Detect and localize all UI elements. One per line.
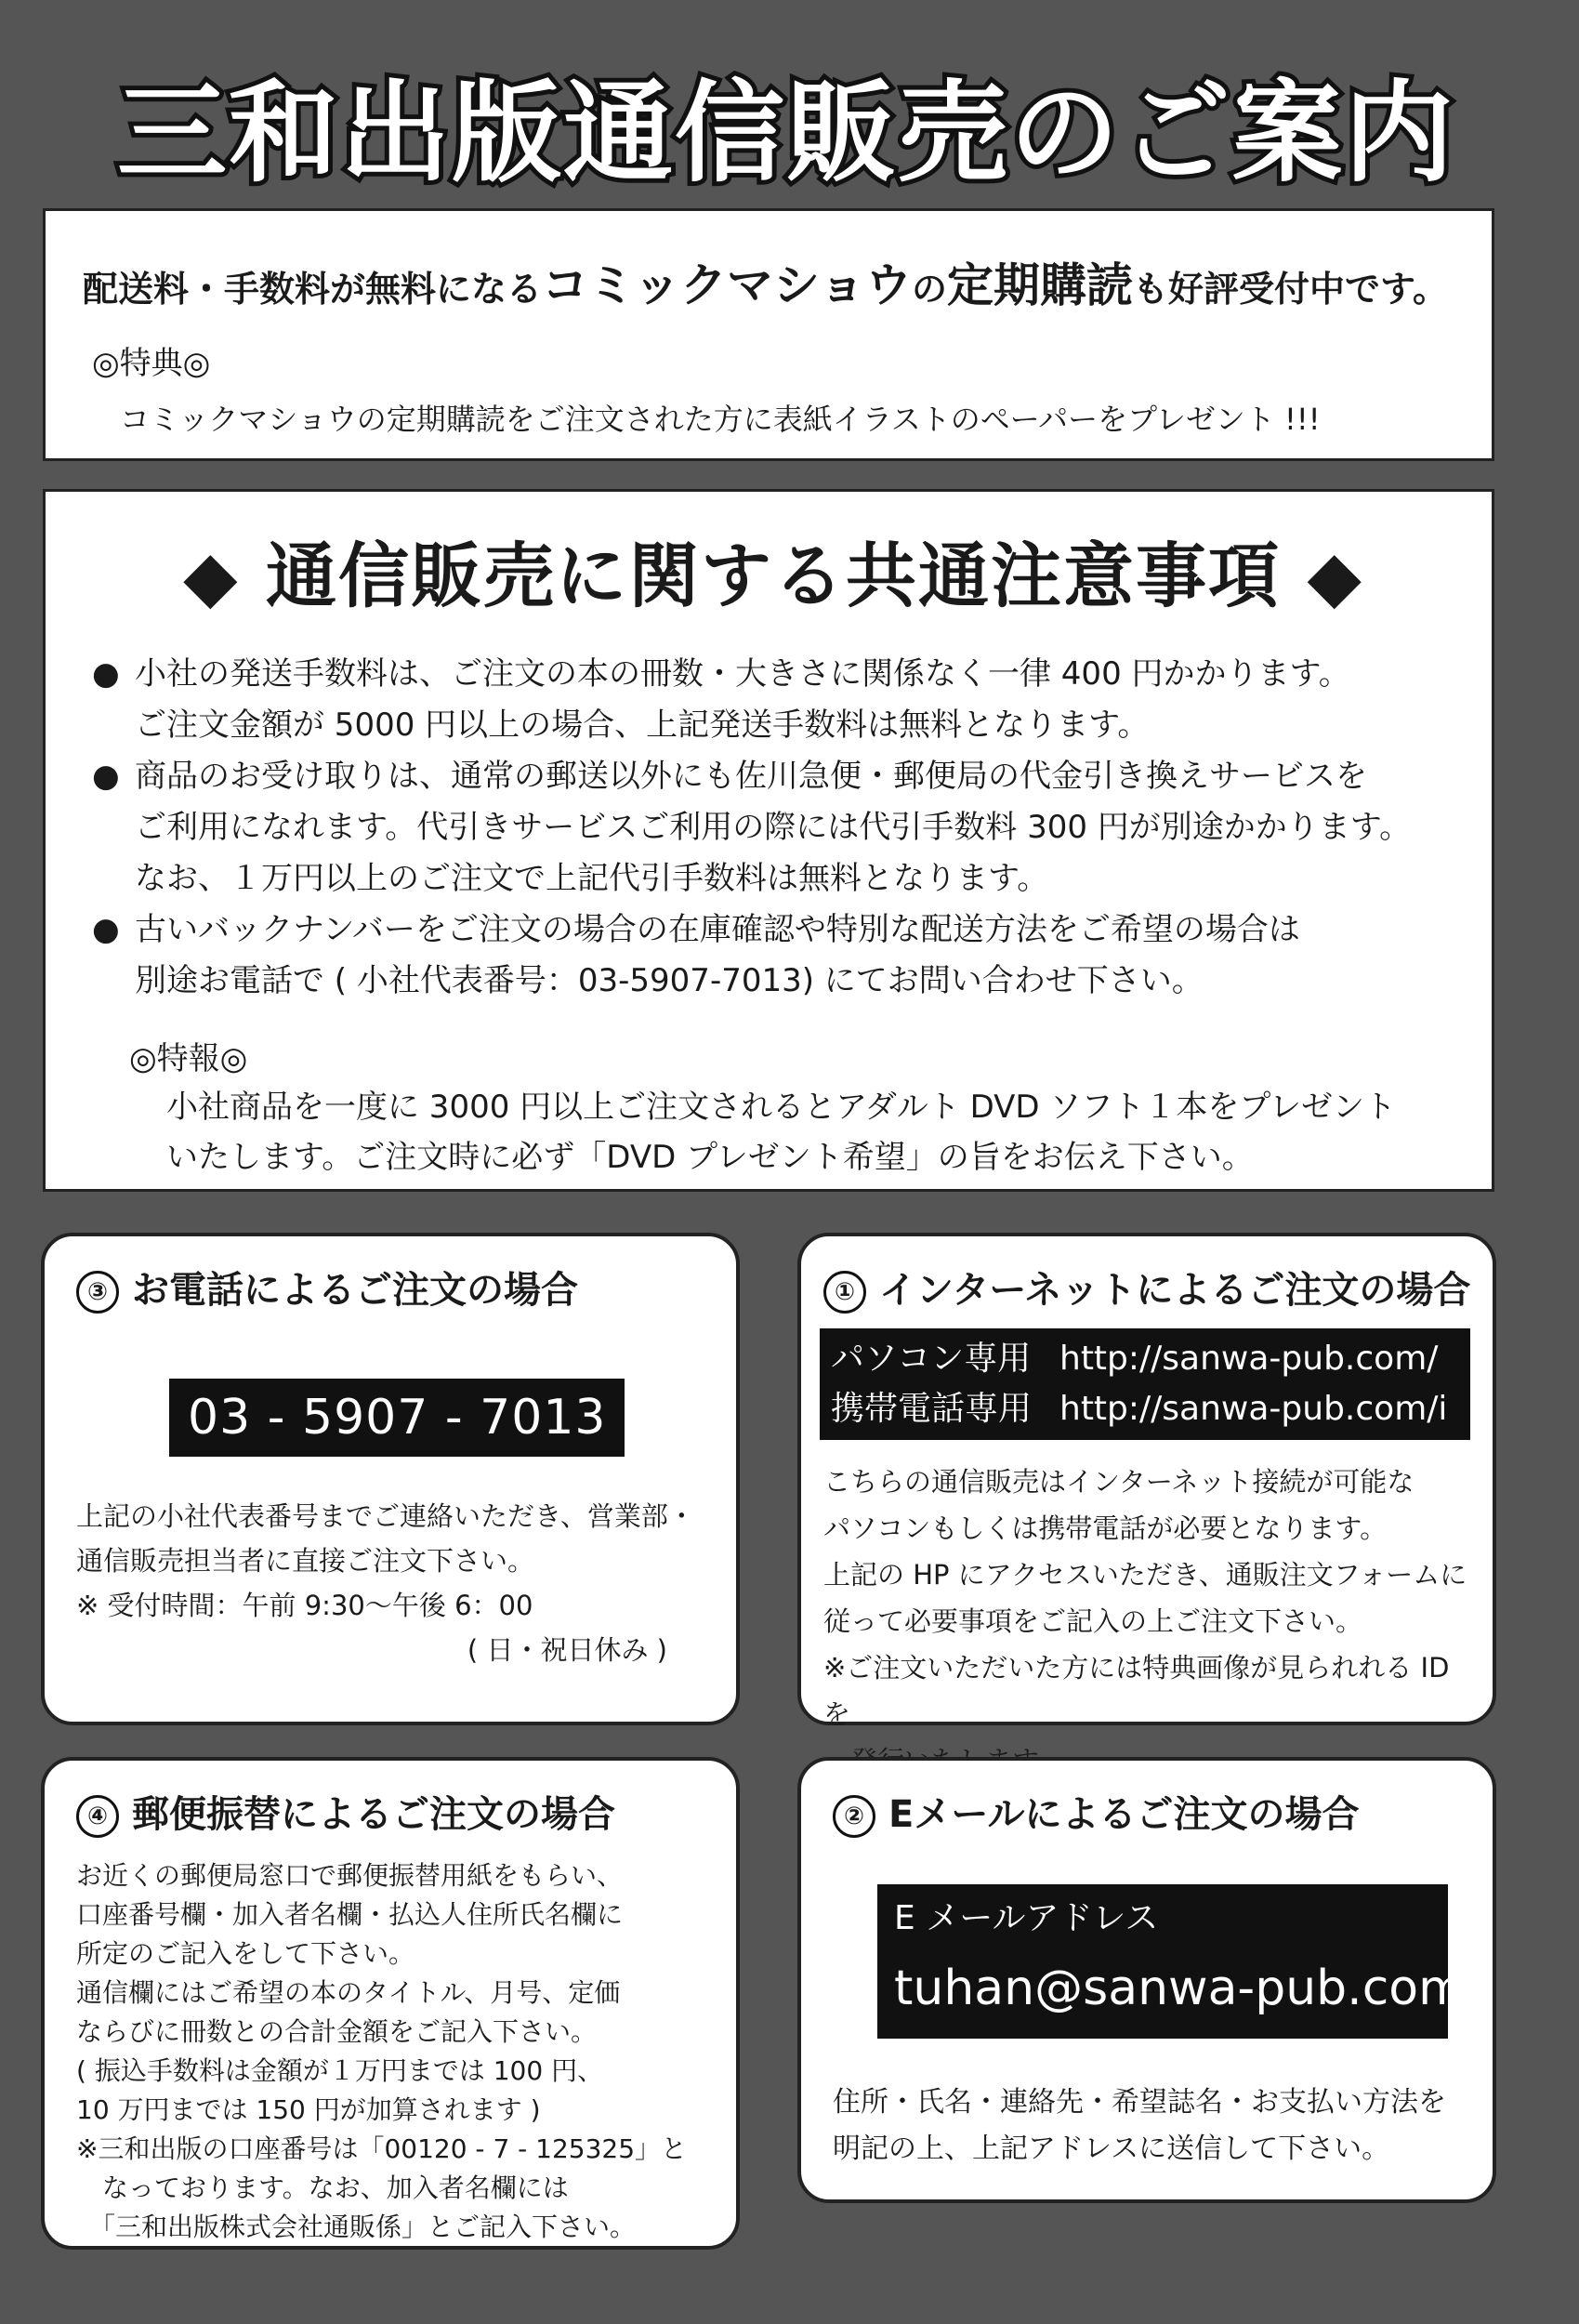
- phone-description: 上記の小社代表番号までご連絡いただき、営業部・ 通信販売担当者に直接ご注文下さい。: [76, 1500, 695, 1577]
- mobile-url-link[interactable]: http://sanwa-pub.com/i: [1059, 1390, 1448, 1428]
- subscription-prefix: 配送料・手数料が無料になる: [83, 269, 543, 310]
- phone-order-heading: [76, 1261, 704, 1314]
- bullet-icon: ●: [92, 655, 120, 693]
- email-order-heading: [833, 1785, 1461, 1838]
- postal-order-heading: [76, 1785, 704, 1838]
- pc-url-label: パソコン専用: [831, 1340, 1032, 1378]
- bullet-icon: ●: [92, 911, 120, 948]
- notice-text: 商品のお受け取りは、通常の郵送以外にも佐川急便・郵便局の代金引き換えサービスを ご利用になれます。代引きサービスご利用の際には代引手数料 300 円が別途かかります。 なお、１万円以上のご注文で上記代引手数料は無料となります。: [135, 758, 1412, 897]
- postal-order-box: [41, 1757, 740, 2250]
- notice-text: 古いバックナンバーをご注文の場合の在庫確認や特別な配送方法をご希望の場合は 別途お電話で ( 小社代表番号：03-5907-7013) にてお問い合わせ下さい。: [135, 911, 1300, 999]
- internet-order-heading: [823, 1261, 1470, 1314]
- email-address[interactable]: tuhan@sanwa-pub.com: [894, 1961, 1466, 2016]
- phone-closed-days: ( 日・祝日休み ): [467, 1634, 667, 1666]
- mobile-url-label: 携帯電話専用: [831, 1390, 1033, 1428]
- subscription-middle: の: [912, 269, 948, 310]
- number-2-icon: ②: [833, 1795, 875, 1838]
- page-title: 三和出版通信販売のご案内: [116, 68, 1455, 197]
- pc-url-row: [831, 1334, 1459, 1384]
- subscription-plan: 定期購読: [947, 258, 1134, 312]
- internet-description: こちらの通信販売はインターネット接続が可能な パソコンもしくは携帯電話が必要となります。 上記の HP にアクセスいただき、通販注文フォームに 従って必要事項をご記入の上ご注文下さい。 ※ご注文いただいた方には特典画像が見られれる ID を: [823, 1466, 1467, 1730]
- postal-order-heading-text: 郵便振替によるご注文の場合: [132, 1793, 615, 1836]
- notices-title: ◆ 通信販売に関する共通注意事項 ◆: [183, 535, 1363, 617]
- subscription-line: [83, 248, 1454, 315]
- number-4-icon: ④: [76, 1795, 119, 1838]
- postal-description: お近くの郵便局窓口で郵便振替用紙をもらい、 口座番号欄・加入者名欄・払込人住所氏名欄に 所定のご記入をして下さい。 通信欄にはご希望の本のタイトル、月号、定価 ならびに冊数との合計金額をご記入下さい。 ( 振込手数料は金額が１万円までは 100 円、 10 万円までは 150 円が加算されます ) ※三和出版の口座番号は「00120 - 7 - 125325」と なっております。なお、加入者名欄には 「三和出版株式会社通販係」とご記入下さい。: [76, 1860, 688, 2242]
- email-order-heading-text: Eメールによるご注文の場合: [888, 1793, 1360, 1836]
- internet-order-box: [797, 1233, 1496, 1730]
- email-label: E メールアドレス: [894, 1899, 1159, 1937]
- perk-heading: ◎特典◎: [92, 345, 211, 382]
- mobile-url-row: [831, 1384, 1459, 1434]
- bullet-icon: ●: [92, 758, 120, 795]
- notice-item: [92, 905, 1454, 1007]
- special-heading: ◎特報◎: [129, 1040, 248, 1077]
- phone-order-heading-text: お電話によるご注文の場合: [132, 1269, 578, 1312]
- phone-order-box: [41, 1233, 740, 1725]
- notice-item: [92, 751, 1454, 905]
- pc-url-link[interactable]: http://sanwa-pub.com/: [1059, 1340, 1439, 1378]
- number-1-icon: ①: [823, 1271, 866, 1314]
- phone-hours: ※ 受付時間：午前 9:30〜午後 6：00: [76, 1590, 533, 1621]
- subscription-suffix: も好評受付中です。: [1133, 269, 1448, 310]
- email-order-box: [797, 1757, 1496, 2203]
- email-description: 住所・氏名・連絡先・希望誌名・お支払い方法を 明記の上、上記アドレスに送信して下さい。: [833, 2086, 1446, 2165]
- notice-item: [92, 649, 1454, 751]
- special-text: 小社商品を一度に 3000 円以上ご注文されるとアダルト DVD ソフト１本をプレゼント いたします。ご注文時に必ず「DVD プレゼント希望」の旨をお伝え下さい。: [166, 1089, 1397, 1176]
- magazine-name: コミックマショウ: [542, 258, 913, 312]
- subscription-box: [43, 208, 1494, 461]
- notice-text: 小社の発送手数料は、ご注文の本の冊数・大きさに関係なく一律 400 円かかります。 ご注文金額が 5000 円以上の場合、上記発送手数料は無料となります。: [135, 655, 1350, 744]
- email-band: [877, 1884, 1466, 2039]
- internet-order-heading-text: インターネットによるご注文の場合: [879, 1269, 1471, 1312]
- notices-box: [43, 489, 1494, 1192]
- url-band: [820, 1328, 1470, 1440]
- perk-text: コミックマショウの定期購読をご注文された方に表紙イラストのペーパーをプレゼント !!!: [120, 402, 1321, 437]
- title-banner: [52, 45, 1520, 203]
- phone-number[interactable]: 03 - 5907 - 7013: [169, 1379, 625, 1457]
- number-3-icon: ③: [76, 1271, 119, 1314]
